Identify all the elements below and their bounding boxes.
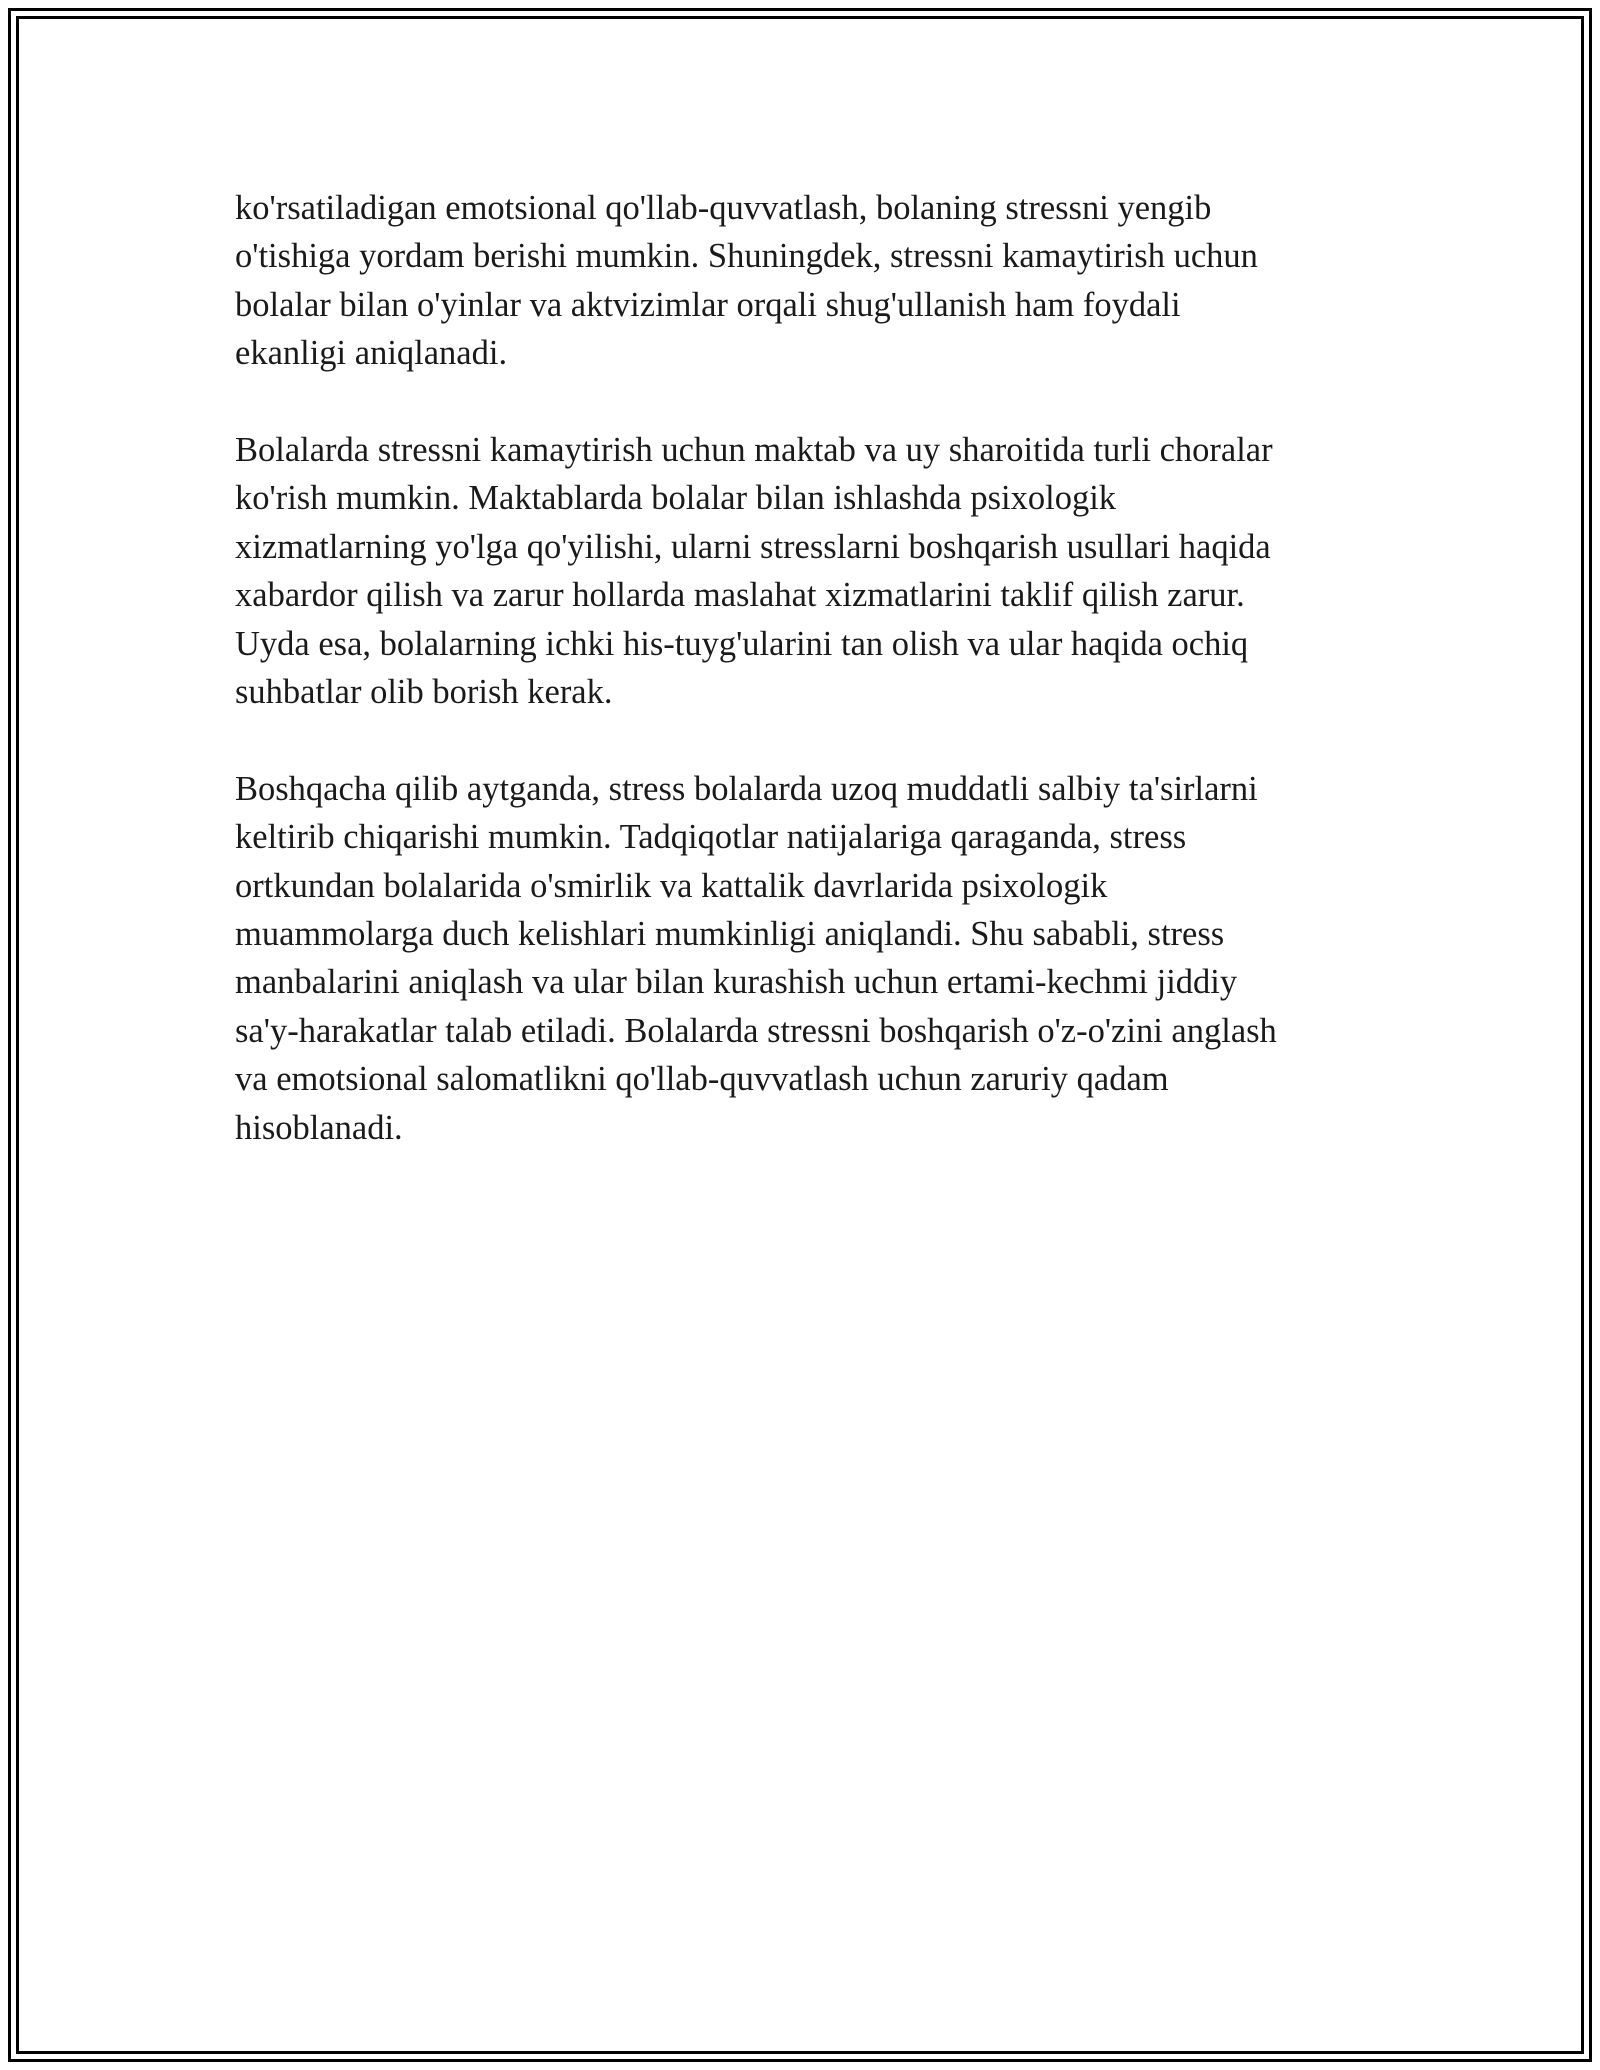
text-line: keltirib chiqarishi mumkin. Tadqiqotlar natijalariga qaraganda, stress: [235, 818, 1187, 857]
text-line: Bolalarda stressni kamaytirish uchun maktab va uy sharoitida turli choralar: [235, 431, 1273, 470]
text-line: xabardor qilish va zarur hollarda maslahat xizmatlarini taklif qilish zarur.: [235, 576, 1245, 615]
text-line: Boshqacha qilib aytganda, stress bolalarda uzoq muddatli salbiy ta'sirlarni: [235, 769, 1258, 808]
text-line: ko'rish mumkin. Maktablarda bolalar bilan ishlashda psixologik: [235, 479, 1117, 518]
text-line: manbalarini aniqlash va ular bilan kurashish uchun ertami-kechmi jiddiy: [235, 963, 1238, 1002]
text-line: Uyda esa, bolalarning ichki his-tuyg'ularini tan olish va ular haqida ochiq: [235, 624, 1249, 663]
text-line: ortkundan bolalarida o'smirlik va kattalik davrlarida psixologik: [235, 866, 1108, 905]
text-line: va emotsional salomatlikni qo'llab-quvvatlash uchun zaruriy qadam: [235, 1060, 1169, 1099]
text-line: xizmatlarning yo'lga qo'yilishi, ularni stresslarni boshqarish usullari haqida: [235, 527, 1271, 566]
text-line: o'tishiga yordam berishi mumkin. Shuningdek, stressni kamaytirish uchun: [235, 237, 1258, 276]
text-line: hisoblanadi.: [235, 1108, 403, 1147]
text-line: ko'rsatiladigan emotsional qo'llab-quvvatlash, bolaning stressni yengib: [235, 189, 1212, 227]
paragraph-1: [235, 184, 1370, 378]
text-line: bolalar bilan o'yinlar va aktvizimlar orqali shug'ullanish ham foydali: [235, 285, 1181, 324]
text-line: suhbatlar olib borish kerak.: [235, 673, 613, 712]
text-line: sa'y-harakatlar talab etiladi. Bolalarda stressni boshqarish o'z-o'zini anglash: [235, 1011, 1277, 1050]
text-line: ekanligi aniqlanadi.: [235, 334, 508, 373]
text-line: muammolarga duch kelishlari mumkinligi aniqlandi. Shu sababli, stress: [235, 915, 1225, 954]
paragraph-2: [235, 426, 1370, 716]
document-body: [235, 184, 1370, 1200]
paragraph-3: [235, 765, 1370, 1152]
